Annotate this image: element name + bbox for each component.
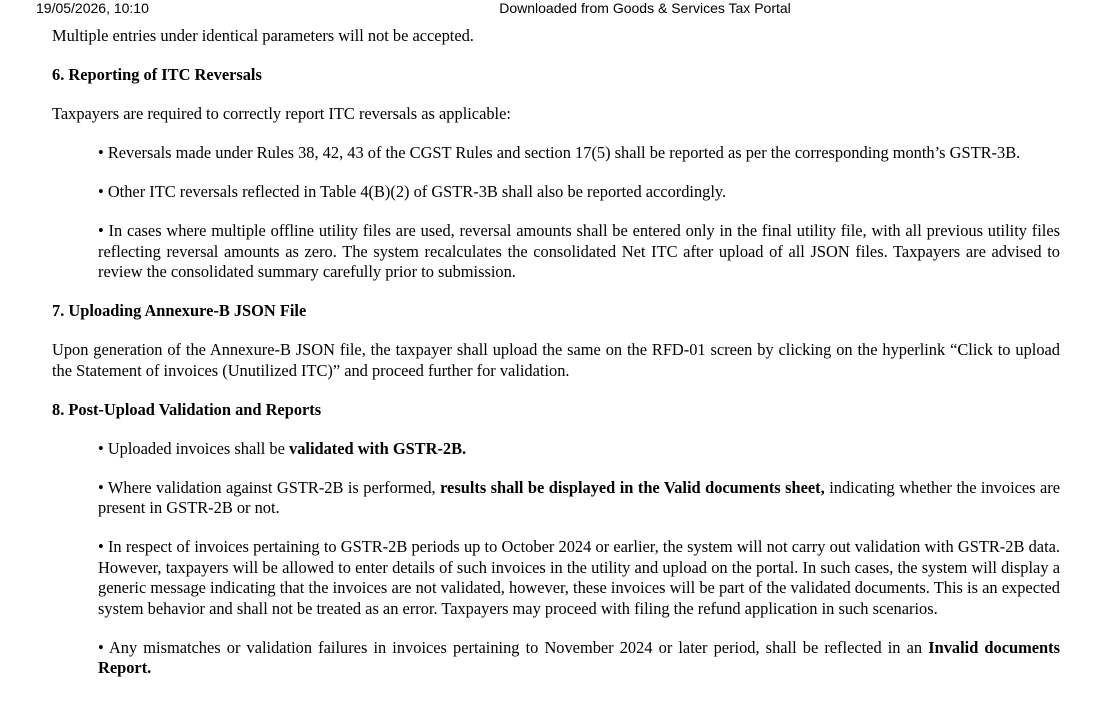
section-8-bullet-4-bold: Invalid documents Report. (98, 637, 1061, 677)
print-source-title: Downloaded from Goods & Services Tax Portal (499, 0, 791, 16)
document-body (52, 26, 1060, 697)
section-8-bullet-1-bold: validated with GSTR-2B. (289, 438, 467, 458)
section-8-bullet-2-tail: indicating whether the invoices are present in GSTR-2B or not. (98, 477, 1061, 517)
section-8-bullet-2-text: • Where validation against GSTR-2B is performed, (98, 477, 441, 497)
section-8-bullet-1 (98, 439, 1060, 460)
section-6-bullet-3: • In cases where multiple offline utility files are used, reversal amounts shall be entered only in the final utility file, with all previous utility files reflecting reversal amounts as zero. The system recalculates the consolidated Net ITC after upload of all JSON files. Taxpayers are advised to review the consolidated summary carefully prior to submission. (98, 221, 1060, 281)
section-8-bullet-4-text: • Any mismatches or validation failures in invoices pertaining to November 2024 or later period, shall be reflected in an (98, 637, 929, 657)
print-header (0, 0, 1101, 18)
section-8-bullet-4 (98, 638, 1060, 679)
section-7-text: Upon generation of the Annexure-B JSON file, the taxpayer shall upload the same on the RFD-01 screen by clicking on the hyperlink “Click to upload the Statement of invoices (Unutilized ITC)” and proceed further for validation. (52, 340, 1060, 380)
section-8-bullet-2 (98, 478, 1060, 519)
section-6-bullet-1: • Reversals made under Rules 38, 42, 43 of the CGST Rules and section 17(5) shall be reported as per the corresponding month’s GSTR-3B. (98, 143, 1021, 162)
section-8-bullet-1-text: • Uploaded invoices shall be (98, 438, 289, 458)
section-8-bullet-3: • In respect of invoices pertaining to GSTR-2B periods up to October 2024 or earlier, the system will not carry out validation with GSTR-2B data. However, taxpayers will be allowed to enter details of such invoices in the utility and upload on the portal. In such cases, the system will display a generic message indicating that the invoices are not validated, however, these invoices will be part of the validated documents. This is an expected system behavior and shall not be treated as an error. Taxpayers may proceed with filing the refund application in such scenarios. (98, 537, 1060, 618)
section-8-heading: 8. Post-Upload Validation and Reports (52, 399, 322, 419)
intro-line: Multiple entries under identical parameters will not be accepted. (52, 26, 474, 45)
section-6-heading: 6. Reporting of ITC Reversals (52, 65, 262, 84)
section-6-intro: Taxpayers are required to correctly report ITC reversals as applicable: (52, 104, 511, 123)
section-8-bullet-2-bold: results shall be displayed in the Valid documents sheet, (440, 477, 825, 497)
section-6-bullet-2: • Other ITC reversals reflected in Table 4(B)(2) of GSTR-3B shall also be reported accordingly. (98, 182, 727, 201)
section-7-heading: 7. Uploading Annexure-B JSON File (52, 301, 307, 320)
print-datetime: 19/05/2026, 10:10 (36, 0, 149, 16)
